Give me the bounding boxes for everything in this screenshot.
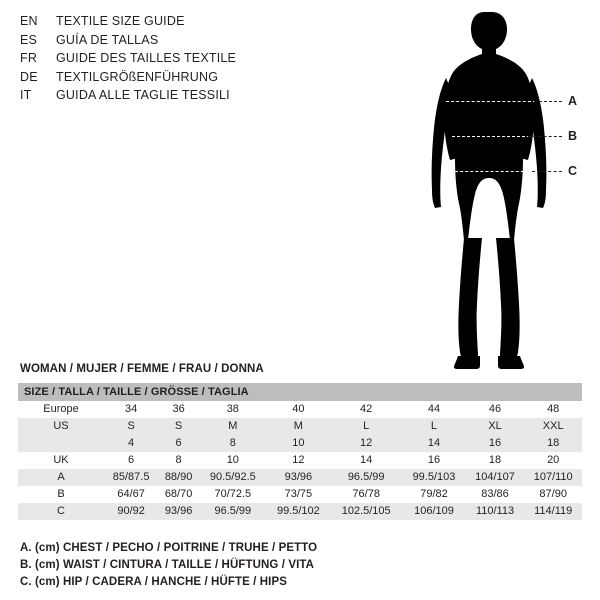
cell: 12 xyxy=(267,452,330,469)
cell: M xyxy=(267,418,330,435)
cell: 4 xyxy=(104,435,158,452)
language-title: GUIDA ALLE TAGLIE TESSILI xyxy=(56,88,230,103)
section-title: WOMAN / MUJER / FEMME / FRAU / DONNA xyxy=(20,363,264,375)
table-header-row xyxy=(18,383,582,401)
row-label: US xyxy=(18,418,104,435)
cell: 48 xyxy=(524,401,582,418)
table-header-cell: SIZE / TALLA / TAILLE / GRÖSSE / TAGLIA xyxy=(18,383,582,401)
cell: 44 xyxy=(402,401,465,418)
row-label xyxy=(18,435,104,452)
table-row xyxy=(18,503,582,520)
cell: 107/110 xyxy=(524,469,582,486)
cell: M xyxy=(199,418,267,435)
language-header xyxy=(20,14,236,107)
cell: 10 xyxy=(199,452,267,469)
cell: 12 xyxy=(330,435,402,452)
table-row xyxy=(18,435,582,452)
language-row xyxy=(20,51,236,70)
cell: 96.5/99 xyxy=(199,503,267,520)
cell: 64/67 xyxy=(104,486,158,503)
cell: S xyxy=(104,418,158,435)
cell: 114/119 xyxy=(524,503,582,520)
measure-label-b: B xyxy=(568,129,578,143)
cell: 99.5/103 xyxy=(402,469,465,486)
cell: 8 xyxy=(158,452,199,469)
cell: 104/107 xyxy=(466,469,525,486)
cell: 87/90 xyxy=(524,486,582,503)
language-code: FR xyxy=(20,51,38,66)
row-label: UK xyxy=(18,452,104,469)
cell: L xyxy=(402,418,465,435)
table-row xyxy=(18,469,582,486)
language-row xyxy=(20,70,236,89)
cell: 96.5/99 xyxy=(330,469,402,486)
table-row xyxy=(18,486,582,503)
waist-measure-line xyxy=(452,136,530,137)
cell: 14 xyxy=(402,435,465,452)
hip-leader-line xyxy=(532,171,562,172)
size-table xyxy=(18,383,582,520)
measure-label-a: A xyxy=(568,94,578,108)
cell: L xyxy=(330,418,402,435)
row-label: Europe xyxy=(18,401,104,418)
cell: XXL xyxy=(524,418,582,435)
language-title: GUIDE DES TAILLES TEXTILE xyxy=(56,51,237,66)
cell: 46 xyxy=(466,401,525,418)
row-label: A xyxy=(18,469,104,486)
note-chest: A. (cm) CHEST / PECHO / POITRINE / TRUHE / PETTO xyxy=(20,542,318,554)
cell: 85/87.5 xyxy=(104,469,158,486)
row-label: C xyxy=(18,503,104,520)
table-row xyxy=(18,418,582,435)
cell: 10 xyxy=(267,435,330,452)
measurement-notes xyxy=(20,540,317,591)
language-code: IT xyxy=(20,88,32,103)
row-label: B xyxy=(18,486,104,503)
waist-leader-line xyxy=(528,136,562,137)
cell: 34 xyxy=(104,401,158,418)
language-row xyxy=(20,88,236,107)
cell: 16 xyxy=(402,452,465,469)
cell: 110/113 xyxy=(466,503,525,520)
cell: 83/86 xyxy=(466,486,525,503)
cell: S xyxy=(158,418,199,435)
language-title: TEXTILE SIZE GUIDE xyxy=(56,14,185,28)
cell: 42 xyxy=(330,401,402,418)
cell: 90.5/92.5 xyxy=(199,469,267,486)
cell: 36 xyxy=(158,401,199,418)
language-code: EN xyxy=(20,14,38,28)
cell: 76/78 xyxy=(330,486,402,503)
female-silhouette-icon xyxy=(400,8,590,370)
cell: 8 xyxy=(199,435,267,452)
table-row xyxy=(18,452,582,469)
measure-label-c: C xyxy=(568,164,578,178)
table-row xyxy=(18,401,582,418)
cell: 40 xyxy=(267,401,330,418)
cell: 38 xyxy=(199,401,267,418)
note-hip: C. (cm) HIP / CADERA / HANCHE / HÜFTE / HIPS xyxy=(20,576,288,588)
female-body-figure xyxy=(400,8,590,370)
cell: 106/109 xyxy=(402,503,465,520)
cell: 68/70 xyxy=(158,486,199,503)
cell: 18 xyxy=(466,452,525,469)
cell: 18 xyxy=(524,435,582,452)
cell: XL xyxy=(466,418,525,435)
language-title: GUÍA DE TALLAS xyxy=(56,32,159,47)
language-title: TEXTILGRÖßENFÜHRUNG xyxy=(56,69,219,84)
cell: 6 xyxy=(158,435,199,452)
chest-leader-line xyxy=(534,101,562,102)
cell: 20 xyxy=(524,452,582,469)
cell: 79/82 xyxy=(402,486,465,503)
cell: 6 xyxy=(104,452,158,469)
cell: 70/72.5 xyxy=(199,486,267,503)
cell: 102.5/105 xyxy=(330,503,402,520)
cell: 16 xyxy=(466,435,525,452)
language-code: ES xyxy=(20,32,38,47)
language-row xyxy=(20,14,236,33)
hip-measure-line xyxy=(450,171,534,172)
cell: 93/96 xyxy=(267,469,330,486)
chest-measure-line xyxy=(446,101,536,102)
cell: 90/92 xyxy=(104,503,158,520)
cell: 93/96 xyxy=(158,503,199,520)
cell: 73/75 xyxy=(267,486,330,503)
cell: 88/90 xyxy=(158,469,199,486)
language-code: DE xyxy=(20,69,38,84)
cell: 14 xyxy=(330,452,402,469)
note-waist: B. (cm) WAIST / CINTURA / TAILLE / HÜFTUNG / VITA xyxy=(20,559,315,571)
cell: 99.5/102 xyxy=(267,503,330,520)
language-row xyxy=(20,33,236,52)
